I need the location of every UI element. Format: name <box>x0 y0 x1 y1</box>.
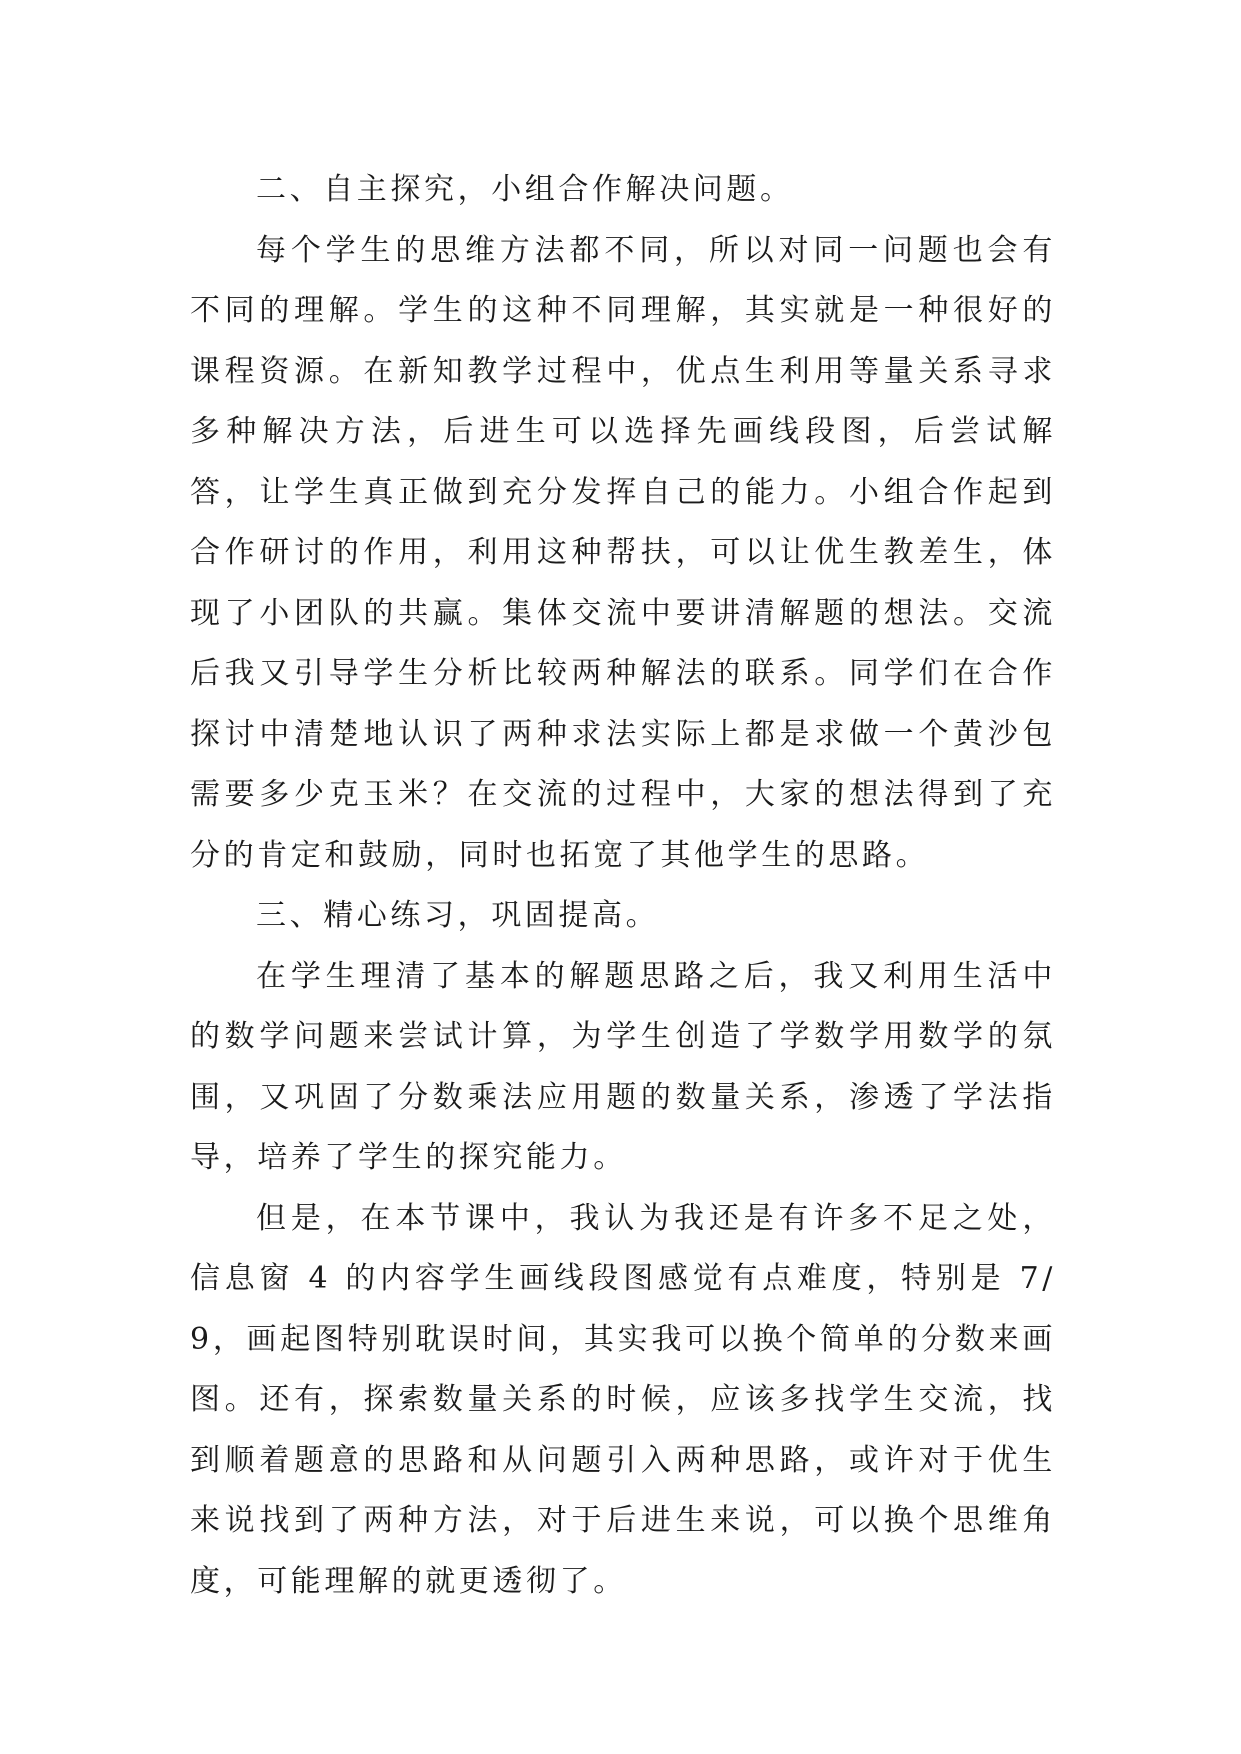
body-paragraph: 但是，在本节课中，我认为我还是有许多不足之处，信息窗 4 的内容学生画线段图感觉有点难度，特别是 7/9，画起图特别耽误时间，其实我可以换个简单的分数来画图。还有，探索数量关系的时候，应该多找学生交流，找到顺着题意的思路和从问题引入两种思路，或许对于优生来说找到了两种方法，对于后进生来说，可以换个思维角度，可能理解的就更透彻了。 <box>190 1200 1056 1599</box>
section-heading-two: 二、自主探究，小组合作解决问题。 <box>256 172 794 207</box>
document-body <box>190 160 1056 1612</box>
body-paragraph: 在学生理清了基本的解题思路之后，我又利用生活中的数学问题来尝试计算，为学生创造了学数学用数学的氛围，又巩固了分数乘法应用题的数量关系，渗透了学法指导，培养了学生的探究能力。 <box>190 958 1056 1175</box>
body-paragraph: 每个学生的思维方法都不同，所以对同一问题也会有不同的理解。学生的这种不同理解，其实就是一种很好的课程资源。在新知教学过程中，优点生利用等量关系寻求多种解决方法，后进生可以选择先画线段图，后尝试解答，让学生真正做到充分发挥自己的能力。小组合作起到合作研讨的作用，利用这种帮扶，可以让优生教差生，体现了小团队的共赢。集体交流中要讲清解题的想法。交流后我又引导学生分析比较两种解法的联系。同学们在合作探讨中清楚地认识了两种求法实际上都是求做一个黄沙包需要多少克玉米？在交流的过程中，大家的想法得到了充分的肯定和鼓励，同时也拓宽了其他学生的思路。 <box>190 232 1056 873</box>
section-heading-three: 三、精心练习，巩固提高。 <box>256 898 660 933</box>
